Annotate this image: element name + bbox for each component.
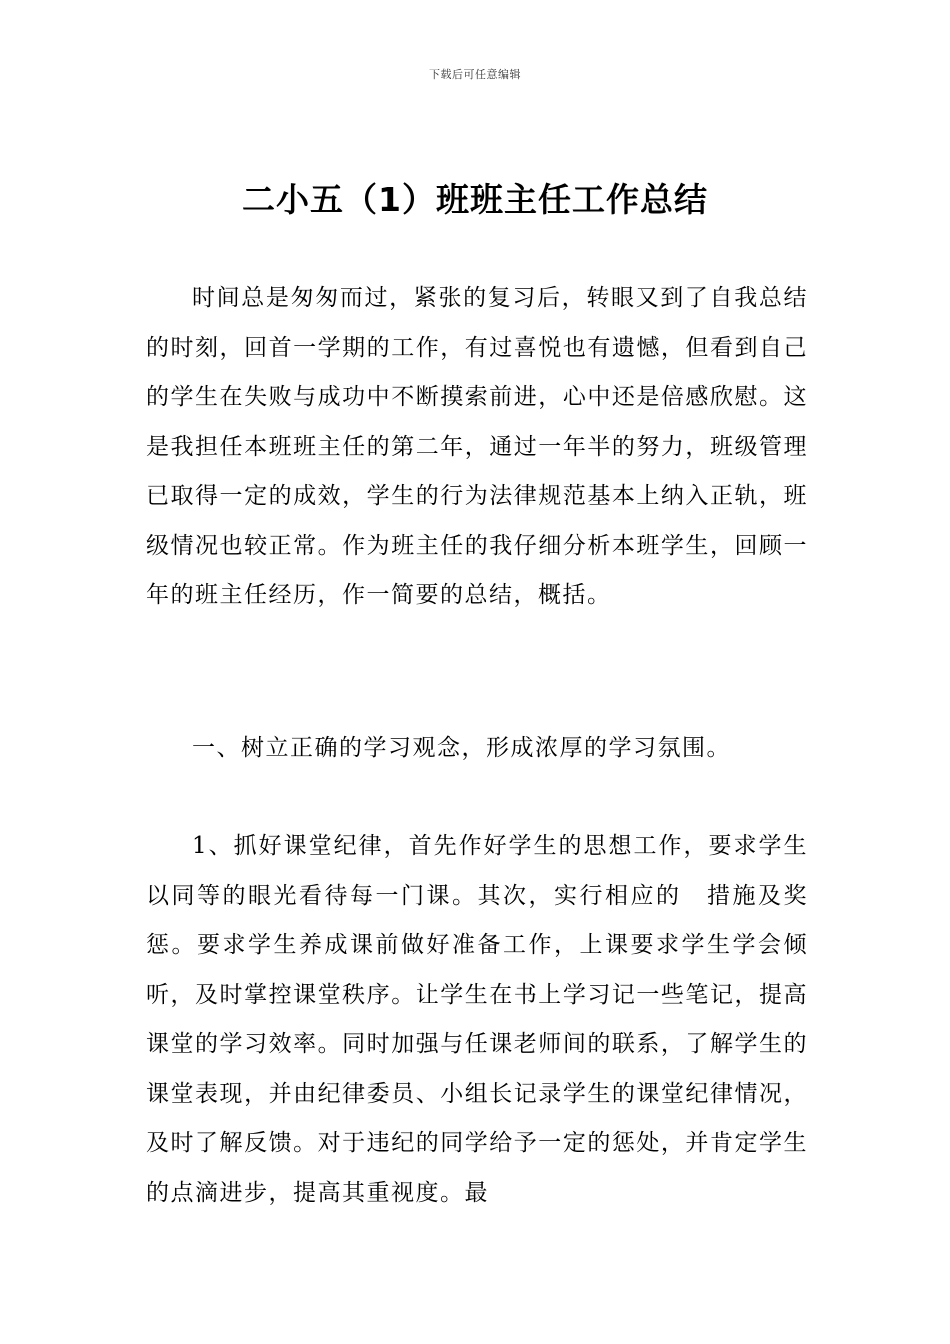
document-title: 二小五（1）班班主任工作总结 bbox=[242, 180, 708, 219]
section-1-heading: 一、树立正确的学习观念，形成浓厚的学习氛围。 bbox=[192, 735, 731, 761]
header-note: 下载后可任意编辑 bbox=[429, 68, 521, 81]
item-1-paragraph: 1、抓好课堂纪律，首先作好学生的思想工作，要求学生以同等的眼光看待每一门课。其次，实行相应的 措施及奖惩。要求学生养成课前做好准备工作，上课要求学生学会倾听，及时掌控课堂秩序。让学生在书上学习记一些笔记，提高课堂的学习效率。同时加强与任课老师间的联系，了解学生的课堂表现，并由纪律委员、小组长记录学生的课堂纪律情况，及时了解反馈。对于违纪的同学给予一定的惩处，并肯定学生的点滴进步，提高其重视度。最 bbox=[146, 833, 808, 1206]
intro-paragraph: 时间总是匆匆而过，紧张的复习后，转眼又到了自我总结的时刻，回首一学期的工作，有过喜悦也有遗憾，但看到自己的学生在失败与成功中不断摸索前进，心中还是倍感欣慰。这是我担任本班班主任的第二年，通过一年半的努力，班级管理已取得一定的成效，学生的行为法律规范基本上纳入正轨，班级情况也较正常。作为班主任的我仔细分析本班学生，回顾一年的班主任经历，作一简要的总结，概括。 bbox=[146, 285, 808, 608]
